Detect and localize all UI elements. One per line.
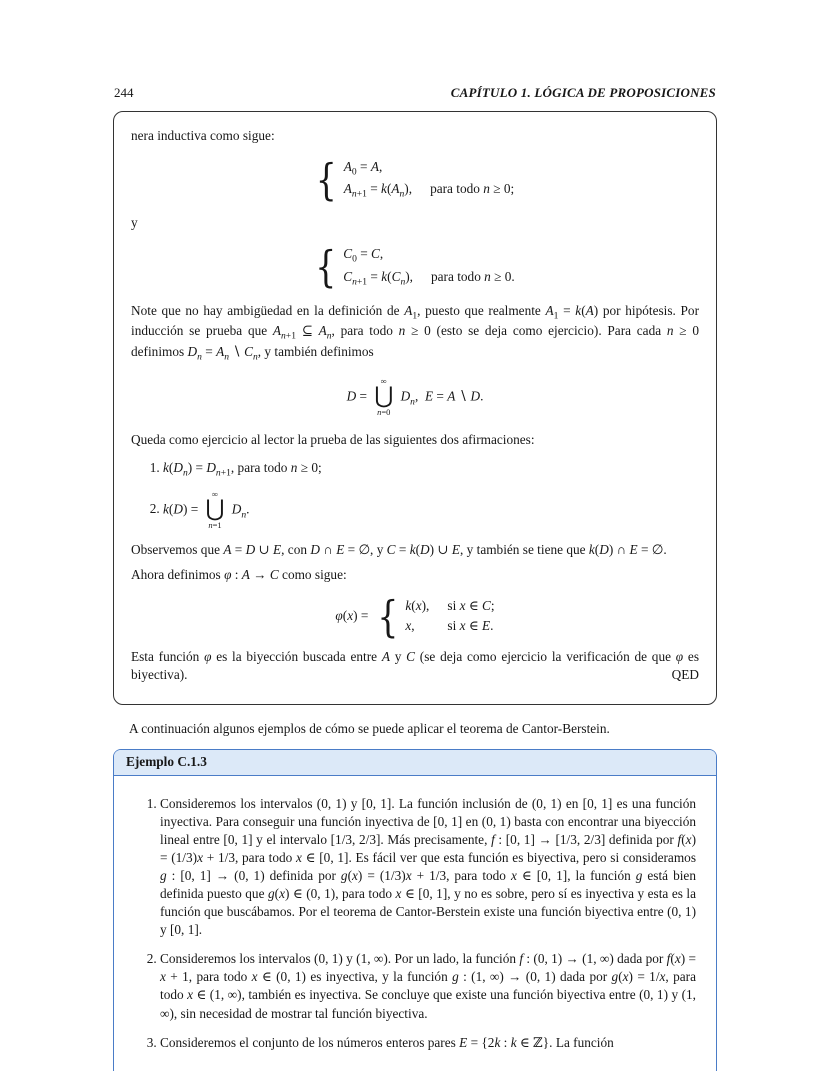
example-item: 2. Consideremos los intervalos (0, 1) y (1, ∞). Por un lado, la función f : (0, 1) → (1, ∞) dada por f(x) = x + 1, para todo x ∈ (0, 1) es inyectiva, y la función g : (1, ∞) → (0, 1) dada por g(x) = 1/x, para todo x ∈ (1, ∞), también es inyectiva. Se concluye que existe una función biyectiva entre (0, 1) y (1, ∞), sin necesidad de mostrar tal función biyectiva. xyxy=(160,950,696,1022)
example-item: 3. Consideremos el conjunto de los números enteros pares E = {2k : k ∈ ℤ}. La función xyxy=(160,1034,696,1052)
cases-grid xyxy=(405,597,494,635)
math-case-cell: para todo n ≥ 0. xyxy=(431,268,515,284)
closing-text: Esta función φ es la biyección buscada entre A y C (se deja como ejercicio la verificación de que φ es biyectiva). xyxy=(131,649,699,683)
math-case-cell: para todo n ≥ 0; xyxy=(430,181,515,197)
example-box xyxy=(113,749,717,1071)
display-math-cases-a xyxy=(131,154,699,205)
closing-paragraph xyxy=(131,648,699,684)
page-number: 244 xyxy=(114,85,134,100)
claims-list xyxy=(147,459,699,531)
display-math-cases-c xyxy=(131,241,699,293)
math-case-cell: $A_0 = A$, xyxy=(343,158,383,178)
qed-label: QED xyxy=(671,667,699,683)
example-title: Ejemplo C.1.3 xyxy=(114,750,716,776)
example-list xyxy=(138,795,696,1052)
running-header xyxy=(114,84,716,102)
example-item: 1. Consideremos los intervalos (0, 1) y [0, 1]. La función inclusión de (0, 1) en [0, 1] es una función inyectiva. Para conseguir una función inyectiva de [0, 1] en (0, 1) basta con encontrar una biyección lineal entre [0, 1] y el intervalo [1/3, 2/3]. Más precisamente, f : [0, 1] → [1/3, 2/3] definida por f(x) = (1/3)x + 1/3, para todo x ∈ [0, 1]. Es fácil ver que esta función es biyectiva, pero si consideramos g : [0, 1] → (0, 1) definida por g(x) = (1/3)x + 1/3, para todo x ∈ [0, 1], la función g está bien definida puesto que g(x) ∈ (0, 1), para todo x ∈ [0, 1], y no es sobre, pero sí es inyectiva y esta es la función que buscábamos. Por el teorema de Cantor-Berstein existe una función biyectiva entre (0, 1) y [0, 1]. xyxy=(160,795,696,940)
math-case-cell: k(x), xyxy=(405,598,430,614)
proof-paragraph: Ahora definimos φ : A → C como sigue: xyxy=(131,567,347,583)
left-brace-icon: { xyxy=(377,590,399,642)
proof-paragraph: Note que no hay ambigüedad en la definición de $A_1$, puesto que realmente $A_1 = k(A)$ por hipótesis. Por inducción se prueba que $A_{n+1}$ ⊆ $A_n$, para todo n ≥ 0 (esto se deja como ejercicio). Para cada n ≥ 0 definimos $D_n = A_n$ ∖ $C_n$, y también definimos xyxy=(131,302,700,363)
math-expression: φ(x) = xyxy=(335,608,369,624)
proof-intro-text: nera inductiva como sigue: xyxy=(131,127,275,143)
proof-paragraph: Observemos que A = D ∪ E, con D ∩ E = ∅, y C = k(D) ∪ E, y también se tiene que k(D) ∩ E = ∅. xyxy=(131,542,667,558)
display-math-union xyxy=(131,377,699,418)
page-content xyxy=(113,84,717,1071)
cases-grid xyxy=(343,245,515,288)
math-case-cell: si x ∈ C; xyxy=(447,598,495,614)
proof-box xyxy=(113,111,717,705)
math-case-cell: si x ∈ E. xyxy=(447,618,494,634)
cases-grid xyxy=(344,158,514,201)
left-brace-icon: { xyxy=(315,154,337,205)
display-math-phi xyxy=(131,590,699,642)
proof-paragraph: Queda como ejercicio al lector la prueba de las siguientes dos afirmaciones: xyxy=(131,431,535,447)
math-case-cell: x, xyxy=(405,618,415,634)
math-expression: D = ∞ ⋃ n=0 $D_n$, E = A ∖ D. xyxy=(346,375,484,418)
chapter-title: CAPÍTULO 1. LÓGICA DE PROPOSICIONES xyxy=(450,85,716,100)
math-case-cell: $A_{n+1} = k(A_n)$, xyxy=(343,181,413,201)
left-brace-icon: { xyxy=(315,241,337,293)
transition-text: A continuación algunos ejemplos de cómo se puede aplicar el teorema de Cantor-Berstein. xyxy=(129,720,610,736)
list-item: 1. $k(D_n) = D_{n+1}$, para todo n ≥ 0; xyxy=(163,459,699,480)
list-item: 2. k(D) = ∞ ⋃ n=1 $D_n$. xyxy=(163,490,699,531)
math-case-cell: $C_{n+1} = k(C_n)$, xyxy=(343,268,413,288)
math-case-cell: $C_0 = C$, xyxy=(343,246,384,265)
example-body xyxy=(114,776,716,1071)
connector-text: y xyxy=(131,215,138,231)
